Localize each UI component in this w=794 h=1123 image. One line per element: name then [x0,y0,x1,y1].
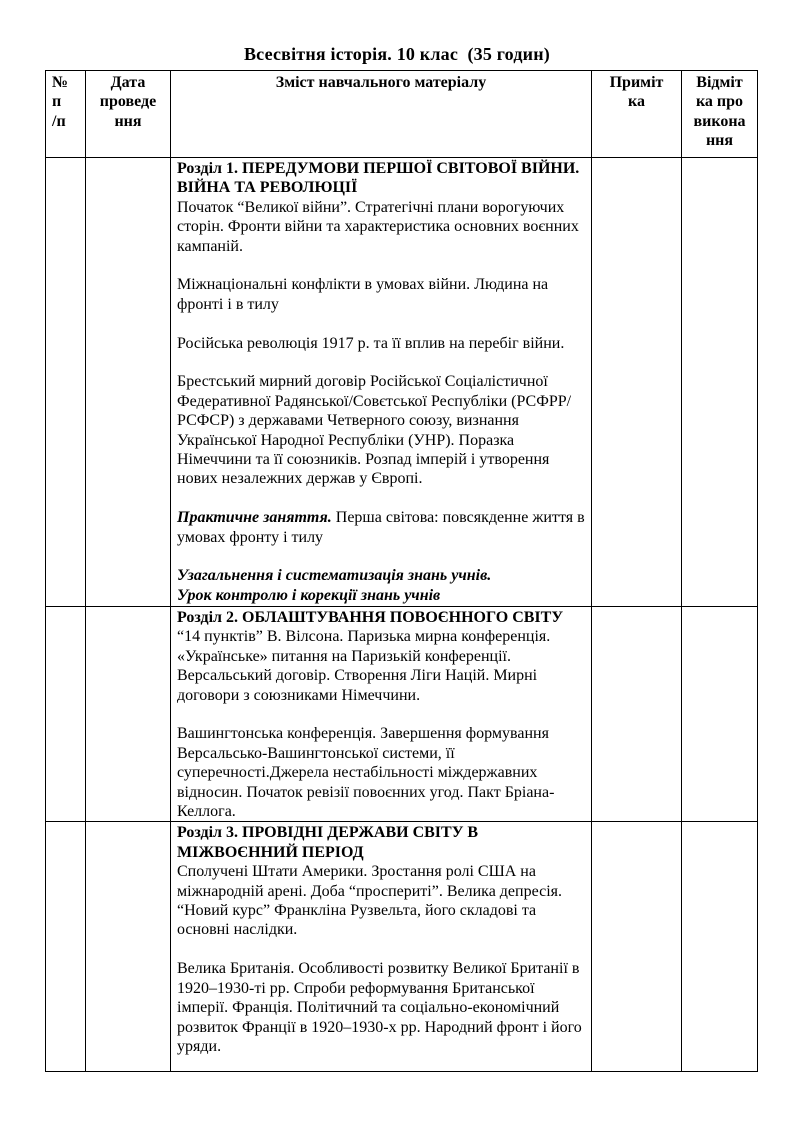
paragraph: Російська революція 1917 р. та її вплив на перебіг війни. [177,334,565,352]
completion-cell [682,822,758,1072]
table-header-row [46,71,758,158]
header-content-label: Зміст навчального матеріалу [275,74,487,91]
num-cell [46,607,86,822]
paragraph: Початок “Великої війни”. Стратегічні плани ворогуючих сторін. Фронти війни та характеристика основних воєнних кампаній. [177,198,579,255]
paragraph: “14 пунктів” В. Вілсона. Паризька мирна конференція. «Українське» питання на Паризькій конференції. Версальський договір. Створення Ліги Націй. Мирні договори з союзниками Німеччини. [177,628,551,704]
document-title: Всесвітня історія. 10 клас (35 годин) [243,44,551,64]
header-completion [682,71,758,158]
practical-lesson-lead: Практичне заняття. [177,509,332,527]
num-cell [46,822,86,1072]
summary-line: Узагальнення і систематизація знань учнів. [177,567,492,585]
date-cell [86,158,171,607]
header-note-label: Приміт ка [609,74,664,111]
paragraph: Велика Британія. Особливості розвитку Великої Британії в 1920–1930-ті рр. Спроби реформування Британської імперії. Франція. Політичний та соціально-економічний розвиток Франції в 1920–1930-х рр. Народний фронт і його уряди. [177,960,582,1055]
section-row-2 [46,607,758,822]
completion-cell [682,158,758,607]
paragraph: Міжнаціональні конфлікти в умовах війни. Людина на фронті і в тилу [177,276,549,313]
section-heading: Розділ 2. ОБЛАШТУВАННЯ ПОВОЄННОГО СВІТУ [177,609,564,626]
practical-lesson-text: Перша світова: повсякденне життя в умовах фронту і тилу [177,509,585,546]
note-cell [592,607,682,822]
section-heading: Розділ 1. ПЕРЕДУМОВИ ПЕРШОЇ СВІТОВОЇ ВІЙНИ. ВІЙНА ТА РЕВОЛЮЦІЇ [177,160,580,197]
section-heading: Розділ 3. ПРОВІДНІ ДЕРЖАВИ СВІТУ В МІЖВОЄННИЙ ПЕРІОД [177,824,479,861]
paragraph: Брестський мирний договір Російської Соціалістичної Федеративної Радянської/Совєтської Республіки (РСФРР/РСФСР) з державами Четверного союзу, визнання Української Народної Республіки (УНР). Поразка Німеччини та її союзників. Розпад імперій і утворення нових незалежних держав у Європі. [177,373,572,488]
completion-cell [682,607,758,822]
date-cell [86,822,171,1072]
header-content [171,71,592,158]
section-row-3 [46,822,758,1072]
paragraph: Вашингтонська конференція. Завершення формування Версальсько-Вашингтонської системи, її суперечності.Джерела нестабільності міждержавних відносин. Початок ревізії повоєнних угод. Пакт Бріана-Келлога. [177,725,555,821]
header-date-label: Дата проведе ння [99,74,157,130]
paragraph: Сполучені Штати Америки. Зростання ролі США на міжнародній арені. Доба “проспериті”. Велика депресія. “Новий курс” Франкліна Рузвельта, його складові та основні наслідки. [177,863,562,939]
header-completion-label: Відміт ка про викона ння [693,74,746,150]
content-cell [171,607,592,822]
date-cell [86,607,171,822]
schedule-table [45,70,758,1072]
header-note [592,71,682,158]
section-row-1 [46,158,758,607]
header-num [46,71,86,158]
note-cell [592,822,682,1072]
practical-lesson-paragraph [177,508,586,547]
content-cell [171,822,592,1072]
note-cell [592,158,682,607]
content-cell [171,158,592,607]
header-date [86,71,171,158]
num-cell [46,158,86,607]
summary-line: Урок контролю і корекції знань учнів [177,586,441,604]
header-num-label: № п /п [52,74,69,130]
